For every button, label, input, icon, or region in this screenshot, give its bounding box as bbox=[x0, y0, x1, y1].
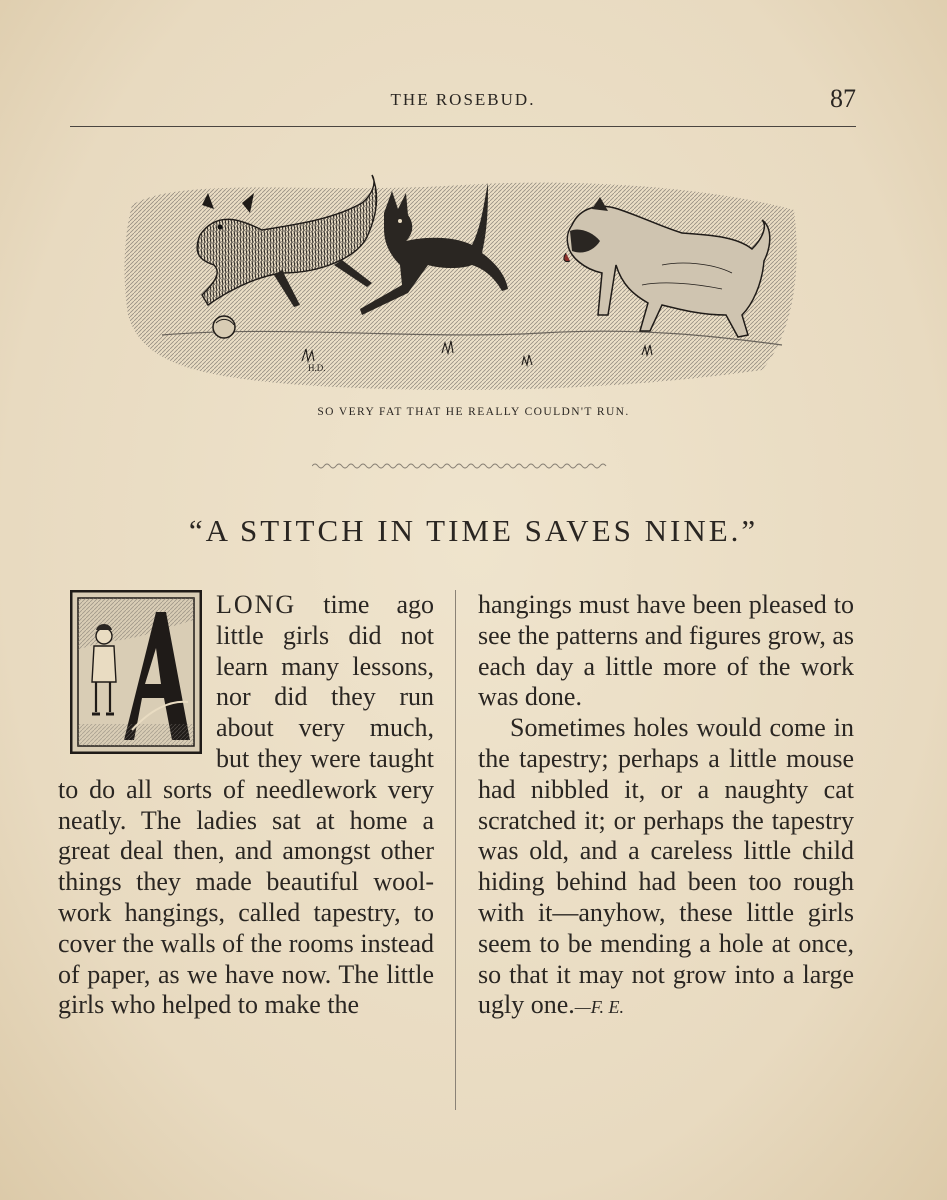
illustration-caption: SO VERY FAT THAT HE REALLY COULDN'T RUN. bbox=[317, 406, 630, 418]
author-signature: —F. E. bbox=[574, 997, 624, 1018]
page-number: 87 bbox=[830, 84, 856, 113]
right-column bbox=[478, 590, 854, 1023]
decorated-initial-a-icon bbox=[70, 590, 202, 754]
paragraph-continued: hangings must have been pleased to see the patterns and figures grow, as each day a little more of the work was done. bbox=[478, 590, 854, 712]
left-column bbox=[58, 590, 434, 1021]
dogs-illustration-icon bbox=[122, 165, 802, 395]
running-head bbox=[70, 86, 856, 127]
column-rule bbox=[455, 590, 456, 1110]
paragraph-second: Sometimes holes would come in the tapestry; perhaps a little mouse had nibbled it, or a naughty cat scratched it; or perhaps the tapestry was old, and a careless little child hiding behind had been too rough with it—anyhow, these little girls seem to be mending a hole at once, so that it may not grow into a large ugly one. bbox=[478, 713, 854, 1020]
left-column-text: time ago little girls did not learn many lessons, nor did they run about very much, but they were taught to do all sorts of needlework very neatly. The ladies sat at home a great deal then, and amongst other things they made beautiful wool-work hangings, called tapestry, to cover the walls of the rooms instead of paper, as we have now. The little girls who helped to make the bbox=[58, 590, 434, 1020]
wavy-divider-icon bbox=[312, 462, 608, 470]
article-title: “A STITCH IN TIME SAVES NINE.” bbox=[188, 513, 759, 548]
running-title: THE ROSEBUD. bbox=[390, 90, 536, 109]
first-word: LONG bbox=[216, 590, 297, 619]
artist-initials: H.D. bbox=[308, 363, 326, 373]
